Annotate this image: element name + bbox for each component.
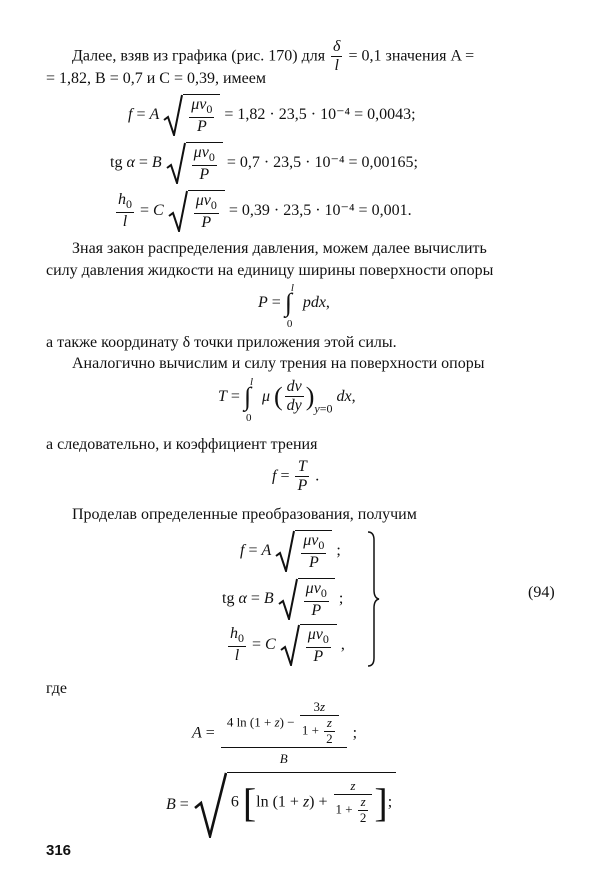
sqrt-sign: $\frac{\mu v_0}{P}$ xyxy=(280,624,337,666)
system-eq-f: f = A $\frac{\mu v_0}{P}$ ; xyxy=(240,532,341,571)
paragraph-1-line-2: = 1,82, B = 0,7 и C = 0,39, имеем xyxy=(46,70,266,87)
paragraph-1-line-1: Далее, взяв из графика (рис. 170) для $\frac{\delta}{l}$ = 0,1 значения A = xyxy=(72,38,475,75)
paragraph-2-line-2: силу давления жидкости на единицу ширины поверхности опоры xyxy=(46,262,494,279)
system-eq-tg-alpha: tg α = B $\frac{\mu v_0}{P}$ ; xyxy=(222,580,344,619)
sqrt-sign: $\frac{\mu v_0}{P}$ xyxy=(278,578,335,620)
where-label: где xyxy=(46,680,68,697)
equation-A: A = 4 ln (1 + z) − 3z 1 + $\frac{z}{2}$ B ; xyxy=(192,699,358,766)
paragraph-3-line-1: а также координату δ точки приложения этой силы. xyxy=(46,334,397,351)
delta-over-l-fraction: $\frac{\delta}{l}$ xyxy=(333,38,341,75)
equation-friction-integral: T = ∫ l 0 μ ( $\frac{dv}{dy}$ )$_{y=0}$ dx, xyxy=(218,375,356,424)
sqrt-sign: $\frac{\mu v_0}{P}$ xyxy=(163,94,220,136)
paragraph-2-line-1: Зная закон распределения давления, можем далее вычислить xyxy=(72,240,487,257)
system-eq-h0-over-l: $\frac{h_0}{l}$ = C $\frac{\mu v_0}{P}$ , xyxy=(230,625,345,665)
equation-friction-coefficient: f = $\frac{T}{P}$ . xyxy=(272,458,320,495)
equation-f: f = A $\frac{\mu v_0}{P}$ = 1,82 · 23,5 · 10⁻⁴ = 0,0043; xyxy=(128,96,416,135)
paragraph-5-line-1: Проделав определенные преобразования, получим xyxy=(72,506,417,523)
equation-pressure-integral: P = ∫ l 0 pdx, xyxy=(258,282,330,330)
paragraph-3-line-2: Аналогично вычислим и силу трения на поверхности опоры xyxy=(72,355,485,372)
sqrt-sign: $\frac{\mu v_0}{P}$ xyxy=(166,142,223,184)
sqrt-sign: $\frac{\mu v_0}{P}$ xyxy=(275,530,332,572)
equation-B: B = 6 [ln (1 + z) + z 1 + $\frac{z}{2}$ ]; xyxy=(166,772,396,838)
integral-sign: ∫ l 0 xyxy=(243,375,253,424)
A-big-fraction: 4 ln (1 + z) − 3z 1 + $\frac{z}{2}$ B xyxy=(221,700,347,767)
page-number: 316 xyxy=(46,842,72,859)
equation-h0-over-l: $\frac{h_0}{l}$ = C $\frac{\mu v_0}{P}$ = 0,39 · 23,5 · 10⁻⁴ = 0,001. xyxy=(118,191,412,231)
paragraph-4-line-1: а следовательно, и коэффициент трения xyxy=(46,436,318,453)
equation-number: (94) xyxy=(528,584,555,601)
equation-tg-alpha: tg α = B $\frac{\mu v_0}{P}$ = 0,7 · 23,5 · 10⁻⁴ = 0,00165; xyxy=(110,144,418,183)
sqrt-sign: 6 [ln (1 + z) + z 1 + $\frac{z}{2}$ ]; xyxy=(193,772,396,838)
sqrt-sign: $\frac{\mu v_0}{P}$ xyxy=(168,190,225,232)
right-brace xyxy=(366,530,380,668)
integral-sign: ∫ l 0 xyxy=(284,282,294,330)
